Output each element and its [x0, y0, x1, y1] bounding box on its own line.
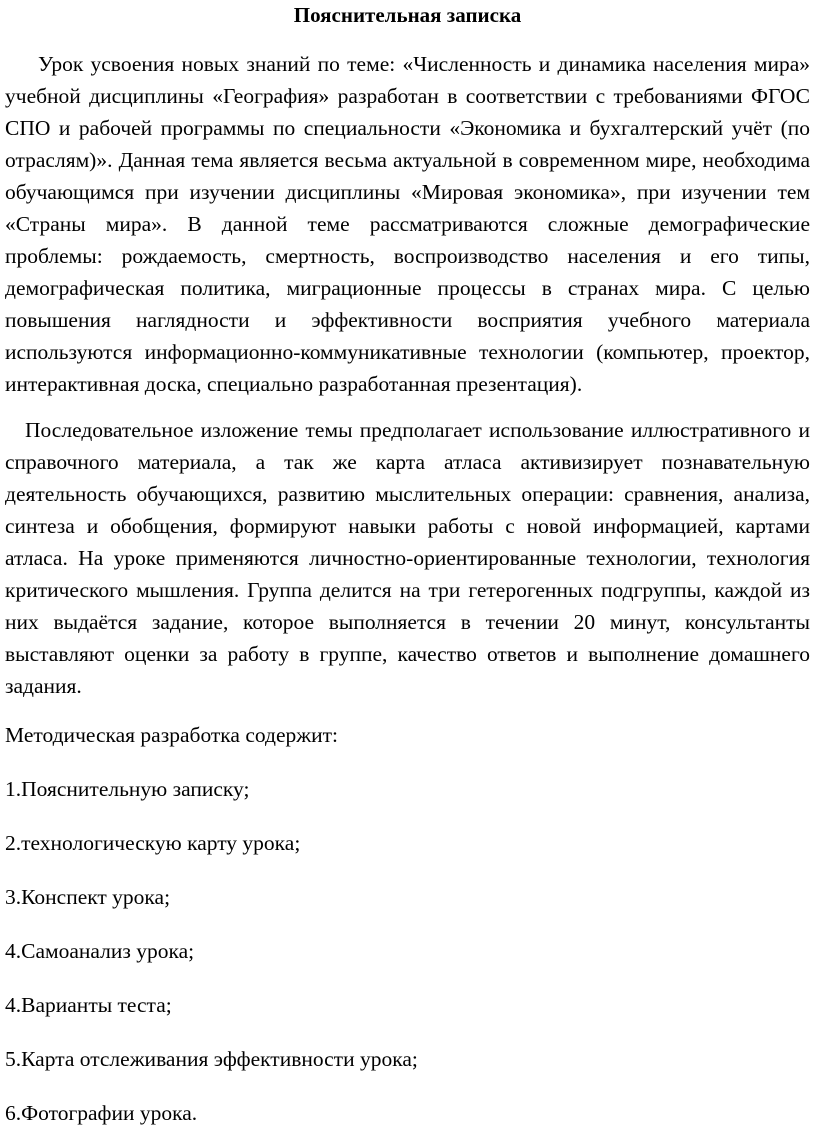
list-item: 4.Варианты теста; — [5, 993, 172, 1017]
list-item: 5.Карта отслеживания эффективности урока; — [5, 1047, 418, 1071]
paragraph-lesson-description: Урок усвоения новых знаний по теме: «Численность и динамика населения мира» учебной дисциплины «География» разработан в соответствии с требованиями ФГОС СПО и рабочей программы по специальности «Экономика и бухгалтерский учёт (по отраслям)». Данная тема является весьма актуальной в современном мире, необходима обучающимся при изучении дисциплины «Мировая экономика», при изучении тем «Страны мира». В данной теме рассматриваются сложные демографические проблемы: рождаемость, смертность, воспроизводство населения и его типы, демографическая политика, миграционные процессы в странах мира. С целью повышения наглядности и эффективности восприятия учебного материала используются информационно-коммуникативные технологии (компьютер, проектор, интерактивная доска, специально разработанная презентация). — [5, 52, 810, 396]
document-title: Пояснительная записка — [293, 3, 522, 27]
list-item: 1.Пояснительную записку; — [5, 777, 250, 801]
list-item: 4.Самоанализ урока; — [5, 939, 195, 963]
list-item: 6.Фотографии урока. — [5, 1101, 198, 1125]
list-item: 3.Конспект урока; — [5, 885, 171, 909]
contents-list — [5, 773, 810, 1129]
paragraph-methodology: Последовательное изложение темы предполагает использование иллюстративного и справочного материала, а так же карта атласа активизирует познавательную деятельность обучающихся, развитию мыслительных операции: сравнения, анализа, синтеза и обобщения, формируют навыки работы с новой информацией, картами атласа. На уроке применяются личностно-ориентированные технологии, технология критического мышления. Группа делится на три гетерогенных подгруппы, каждой из них выдаётся задание, которое выполняется в течении 20 минут, консультанты выставляют оценки за работу в группе, качество ответов и выполнение домашнего задания. — [5, 418, 810, 698]
list-item: 2.технологическую карту урока; — [5, 831, 301, 855]
contents-intro: Методическая разработка содержит: — [5, 723, 338, 747]
